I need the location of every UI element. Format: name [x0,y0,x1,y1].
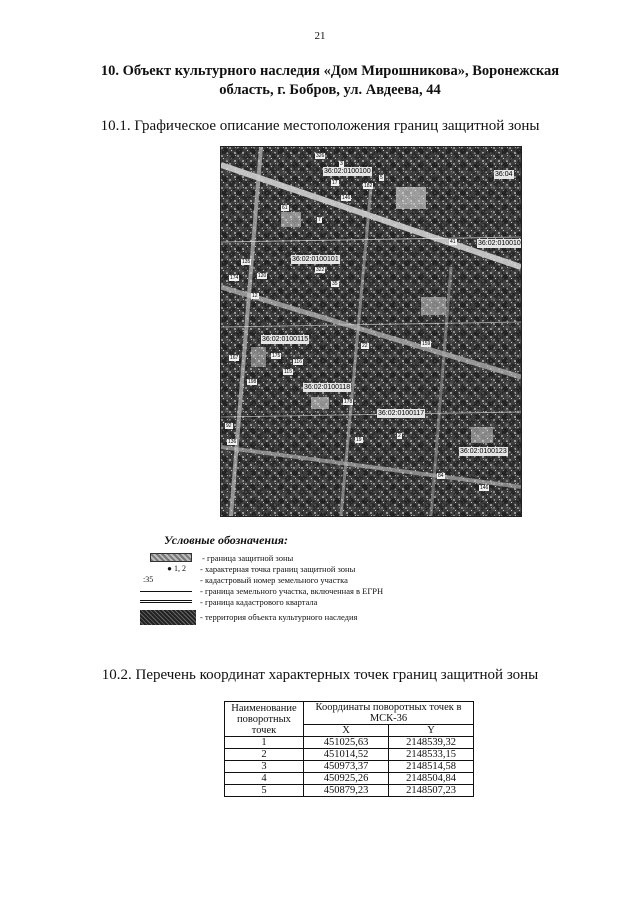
cadastral-label: 36:02:0100100 [324,168,371,175]
legend-item-cadastral-number [140,574,460,585]
legend-text: - кадастровый номер земельного участка [200,574,348,585]
plot-number: 198 [248,379,257,385]
coord-y: 2148539,32 [389,737,474,749]
point-number: 3 [225,761,304,773]
section-2-title: 10.2. Перечень координат характерных точек границ защитной зоны [101,667,539,683]
legend-item-zone-boundary [140,552,460,563]
coord-y: 2148533,15 [389,749,474,761]
legend-text: - характерная точка границ защитной зоны [200,563,356,574]
plot-number: 174 [230,275,239,281]
table-row [225,737,474,749]
plot-number: 2 [398,433,401,439]
point-number: 5 [225,785,304,797]
legend-text: - территория объекта культурного наследия [200,612,358,622]
legend-item-quarter-boundary [140,596,460,607]
plot-number: 92 [226,423,232,429]
plot-number: 17 [332,180,338,186]
legend-title: Условные обозначения: [164,533,288,547]
plot-number: 19 [356,437,362,443]
plot-number: 61 [282,205,288,211]
coord-y: 2148514,58 [389,761,474,773]
section-1-title: 10.1. Графическое описание местоположения границ защитной зоны [100,118,540,134]
cadastral-label: 36:02:0100123 [460,448,507,455]
header-point-name: Наименование поворотных точек [225,702,304,737]
plot-number: 326 [316,153,325,159]
coord-x: 450879,23 [304,785,389,797]
header-y: Y [389,725,474,737]
table-row [225,749,474,761]
map-legend [140,533,460,627]
point-number: 1 [225,737,304,749]
table-row [225,773,474,785]
cadastral-label: 36:02:0100117 [378,410,425,417]
legend-text: - граница кадастрового квартала [200,596,318,607]
cadastral-label: 36:04 [495,171,513,178]
plot-number: 146 [480,485,489,491]
plot-number: 146 [342,195,351,201]
legend-item-heritage-territory [140,607,460,627]
plot-number: 3 [340,161,343,167]
cadastral-number-symbol: :35 [143,575,154,584]
satellite-map [220,146,522,517]
coord-x: 450973,37 [304,761,389,773]
plot-number: 5 [380,175,383,181]
plot-number: 120 [258,273,267,279]
legend-text: - граница защитной зоны [202,552,294,563]
plot-number: 22 [362,343,368,349]
table-row [225,785,474,797]
legend-item-land-plot-boundary [140,585,460,596]
point-number: 4 [225,773,304,785]
legend-text: - граница земельного участка, включенная в ЕГРН [200,585,384,596]
plot-number: 115 [284,369,292,375]
coord-x: 451014,52 [304,749,389,761]
zone-boundary-swatch [150,553,192,562]
plot-number: 35 [332,281,338,287]
plot-number: 136 [228,439,237,445]
plot-number: 135 [242,259,251,265]
page-number: 21 [314,30,326,42]
plot-number: 12 [252,293,258,299]
quarter-line-swatch [140,600,192,603]
cadastral-label: 36:02:0100118 [304,384,351,391]
coord-y: 2148504,84 [389,773,474,785]
cadastral-label: 36:02:0100101 [292,256,339,263]
plot-number: 167 [230,355,239,361]
point-number: 2 [225,749,304,761]
plot-number: 175 [272,353,281,359]
point-marker-icon: ● 1, 2 [167,564,186,573]
plot-number: 178 [344,399,353,405]
coordinates-table [224,701,474,797]
heritage-territory-swatch [140,610,196,625]
plot-number: 116 [294,359,302,365]
cadastral-label: 36:02:0100115 [262,336,309,343]
object-heading: 10. Объект культурного наследия «Дом Мирошникова», Воронежская область, г. Бобров, ул. Авдеева, 44 [100,63,560,98]
plot-number: 159 [422,341,431,347]
coord-x: 450925,26 [304,773,389,785]
header-x: X [304,725,389,737]
land-plot-line-swatch [140,591,192,592]
coord-x: 451025,63 [304,737,389,749]
plot-number: 7 [318,217,321,223]
plot-number: 41 [450,239,456,245]
plot-number: 182 [364,183,373,189]
map-imagery [221,147,521,516]
legend-item-boundary-point [140,563,460,574]
plot-number: 322 [316,267,325,273]
cadastral-label: 36:02:010010 [478,240,521,247]
header-coordinates: Координаты поворотных точек в МСК-36 [304,702,474,725]
table-row [225,761,474,773]
coord-y: 2148507,23 [389,785,474,797]
plot-number: 84 [438,473,444,479]
